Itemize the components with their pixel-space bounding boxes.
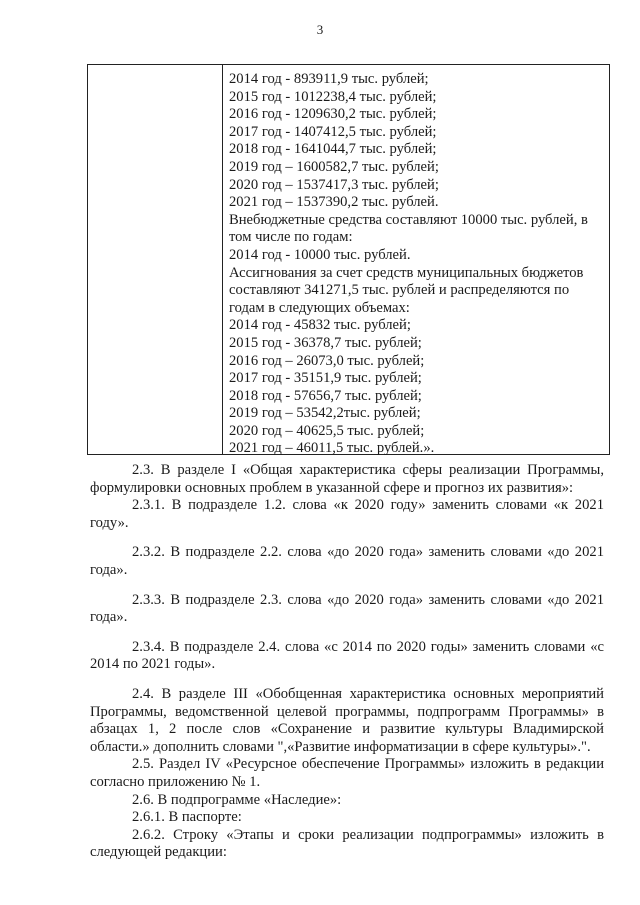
table-line: 2015 год - 1012238,4 тыс. рублей; [229, 88, 437, 105]
paragraph-2-6: 2.6. В подпрограмме «Наследие»: [132, 791, 342, 808]
table-line: годам в следующих объемах: [229, 299, 410, 316]
table-line: 2016 год – 26073,0 тыс. рублей; [229, 352, 425, 369]
table-column-divider [222, 65, 223, 454]
paragraph-2-6-1: 2.6.1. В паспорте: [132, 809, 242, 826]
page-number: 3 [316, 22, 324, 37]
table-line: 2014 год - 45832 тыс. рублей; [229, 317, 411, 334]
paragraph-2-5: 2.5. Раздел IV «Ресурсное обеспечение Программы» изложить в редакции согласно приложению № 1. [90, 756, 604, 790]
table-line: 2014 год - 893911,9 тыс. рублей; [229, 71, 429, 87]
funding-table [87, 64, 610, 455]
table-line: 2017 год - 35151,9 тыс. рублей; [229, 370, 422, 387]
table-line: Внебюджетные средства составляют 10000 тыс. рублей, в [229, 211, 588, 228]
paragraph-2-3-2: 2.3.2. В подразделе 2.2. слова «до 2020 года» заменить словами «до 2021 года». [90, 544, 604, 578]
table-line: Ассигнования за счет средств муниципальных бюджетов [229, 264, 584, 281]
table-line: 2018 год - 57656,7 тыс. рублей; [229, 387, 422, 404]
table-line: 2016 год - 1209630,2 тыс. рублей; [229, 106, 437, 123]
table-right-cell [229, 71, 605, 458]
table-line: 2017 год - 1407412,5 тыс. рублей; [229, 123, 437, 140]
table-line: 2014 год - 10000 тыс. рублей. [229, 246, 411, 263]
paragraph-2-3: 2.3. В разделе I «Общая характеристика сферы реализации Программы, формулировки основных проблем в указанной сфере и прогноз их развития»: [90, 462, 604, 496]
table-line: 2021 год – 1537390,2 тыс. рублей. [229, 194, 439, 211]
document-body [90, 462, 604, 862]
table-line: 2018 год - 1641044,7 тыс. рублей; [229, 141, 437, 158]
paragraph-2-4: 2.4. В разделе III «Обобщенная характеристика основных мероприятий Программы, ведомственной целевой программы, подпрограмм Программы» в абзацах 1, 2 после слов «Сохранение и развитие культуры Владимирской области.» дополнить словами ",«Развитие информатизации в сфере культуры».". [90, 685, 604, 755]
paragraph-2-6-2: 2.6.2. Строку «Этапы и сроки реализации подпрограммы» изложить в следующей редакции: [90, 826, 604, 861]
table-line: 2019 год – 53542,2тыс. рублей; [229, 405, 421, 422]
paragraph-2-3-1: 2.3.1. В подразделе 1.2. слова «к 2020 году» заменить словами «к 2021 году». [90, 497, 604, 531]
table-line: том числе по годам: [229, 229, 353, 246]
table-line: 2020 год – 40625,5 тыс. рублей; [229, 422, 425, 439]
table-line: 2021 год – 46011,5 тыс. рублей.». [229, 440, 435, 457]
paragraph-2-3-3: 2.3.3. В подразделе 2.3. слова «до 2020 года» заменить словами «до 2021 года». [90, 591, 604, 626]
table-line: составляют 341271,5 тыс. рублей и распределяются по [229, 282, 570, 299]
table-line: 2019 год – 1600582,7 тыс. рублей; [229, 158, 439, 175]
table-line: 2020 год – 1537417,3 тыс. рублей; [229, 176, 439, 193]
table-line: 2015 год - 36378,7 тыс. рублей; [229, 334, 422, 351]
paragraph-2-3-4: 2.3.4. В подразделе 2.4. слова «с 2014 по 2020 годы» заменить словами «с 2014 по 2021 годы». [90, 638, 604, 673]
